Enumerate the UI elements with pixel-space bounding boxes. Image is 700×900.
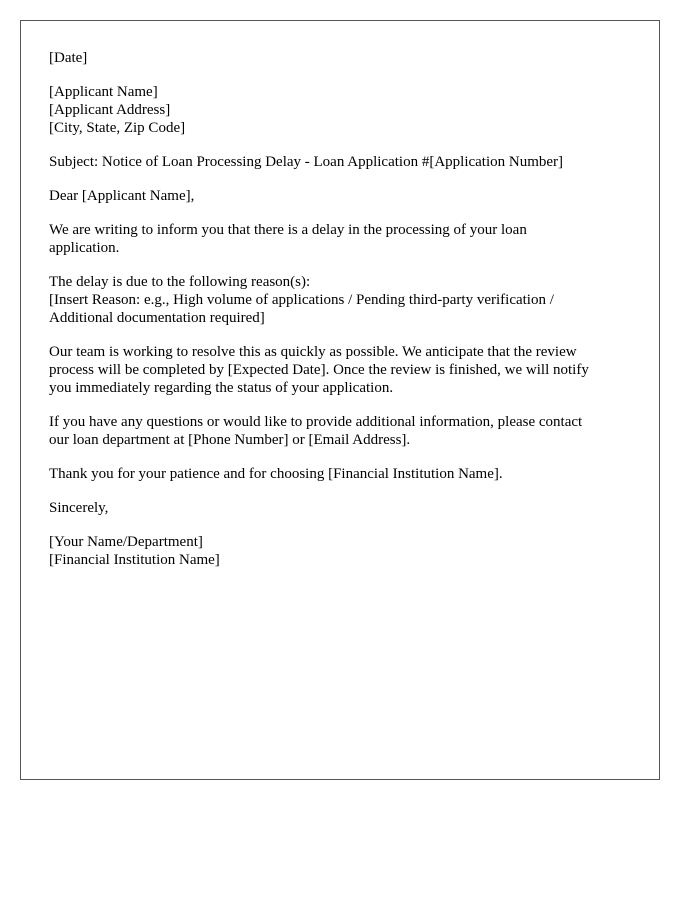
closing-text: Sincerely, xyxy=(49,500,109,516)
date-text: [Date] xyxy=(49,50,88,66)
intro-line-2: application. xyxy=(49,240,120,256)
letter-page xyxy=(20,20,660,780)
letter-date xyxy=(49,49,631,67)
contact-line-1: If you have any questions or would like to provide additional information, please contact xyxy=(49,414,583,430)
subject-line xyxy=(49,153,631,171)
resolve-line-2: process will be completed by [Expected Date]. Once the review is finished, we will notify xyxy=(49,362,589,378)
contact-line-2: our loan department at [Phone Number] or [Email Address]. xyxy=(49,432,411,448)
reason-paragraph xyxy=(49,273,631,327)
reason-line-2: Additional documentation required] xyxy=(49,310,265,326)
thanks-paragraph xyxy=(49,465,631,483)
recipient-name: [Applicant Name] xyxy=(49,84,158,100)
recipient-address-block xyxy=(49,83,631,137)
contact-paragraph xyxy=(49,413,631,449)
recipient-city-line: [City, State, Zip Code] xyxy=(49,120,186,136)
resolve-paragraph xyxy=(49,343,631,397)
thanks-text: Thank you for your patience and for choosing [Financial Institution Name]. xyxy=(49,466,503,482)
intro-paragraph xyxy=(49,221,631,257)
signature-block xyxy=(49,533,631,569)
signature-name: [Your Name/Department] xyxy=(49,534,203,550)
recipient-address: [Applicant Address] xyxy=(49,102,171,118)
resolve-line-3: you immediately regarding the status of your application. xyxy=(49,380,394,396)
signature-institution: [Financial Institution Name] xyxy=(49,552,220,568)
subject-text: Subject: Notice of Loan Processing Delay - Loan Application #[Application Number] xyxy=(49,154,564,170)
salutation xyxy=(49,187,631,205)
intro-line-1: We are writing to inform you that there is a delay in the processing of your loan xyxy=(49,222,527,238)
salutation-text: Dear [Applicant Name], xyxy=(49,188,195,204)
reason-heading: The delay is due to the following reason(s): xyxy=(49,274,311,290)
closing xyxy=(49,499,631,517)
resolve-line-1: Our team is working to resolve this as quickly as possible. We anticipate that the review xyxy=(49,344,577,360)
reason-line-1: [Insert Reason: e.g., High volume of applications / Pending third-party verification / xyxy=(49,292,554,308)
